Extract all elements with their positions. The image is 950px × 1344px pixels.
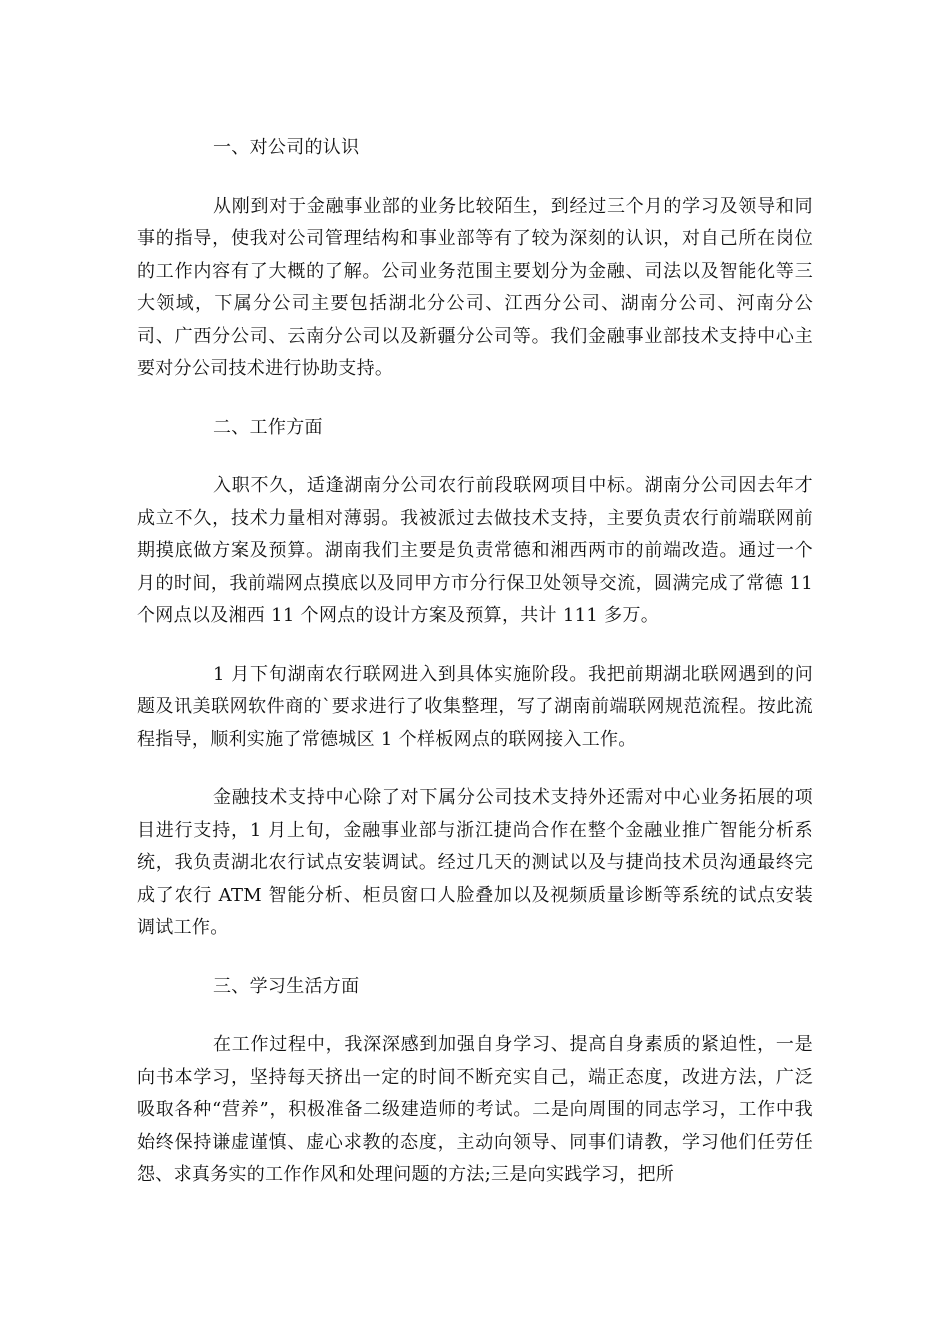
section-heading: 二、工作方面 — [213, 416, 323, 438]
paragraph: 从刚到对于金融事业部的业务比较陌生，到经过三个月的学习及领导和同事的指导，使我对公司管理结构和事业部等有了较为深刻的认识，对自己所在岗位的工作内容有了大概的了解。公司业务范围主要划分为金融、司法以及智能化等三大领域，下属分公司主要包括湖北分公司、江西分公司、湖南分公司、河南分公司、广西分公司、云南分公司以及新疆分公司等。我们金融事业部技术支持中心主要对分公司技术进行协助支持。 — [137, 195, 813, 379]
paragraph: 金融技术支持中心除了对下属分公司技术支持外还需对中心业务拓展的项目进行支持，1 月上旬，金融事业部与浙江捷尚合作在整个金融业推广智能分析系统，我负责湖北农行试点安装调试。经过几天的测试以及与捷尚技术员沟通最终完成了农行 ATM 智能分析、柜员窗口人脸叠加以及视频质量诊断等系统的试点安装调试工作。 — [137, 787, 813, 938]
section-heading: 三、学习生活方面 — [213, 975, 360, 997]
paragraph: 入职不久，适逢湖南分公司农行前段联网项目中标。湖南分公司因去年才成立不久，技术力量相对薄弱。我被派过去做技术支持，主要负责农行前端联网前期摸底做方案及预算。湖南我们主要是负责常德和湘西两市的前端改造。通过一个月的时间，我前端网点摸底以及同甲方市分行保卫处领导交流，圆满完成了常德 11 个网点以及湘西 11 个网点的设计方案及预算，共计 111 多万。 — [137, 475, 813, 626]
paragraph: 在工作过程中，我深深感到加强自身学习、提高自身素质的紧迫性，一是向书本学习，坚持每天挤出一定的时间不断充实自己，端正态度，改进方法，广泛吸取各种“营养”，积极准备二级建造师的考试。二是向周围的同志学习，工作中我始终保持谦虚谨慎、虚心求教的态度，主动向领导、同事们请教，学习他们任劳任怨、求真务实的工作作风和处理问题的方法;三是向实践学习，把所 — [137, 1034, 813, 1185]
paragraph: 1 月下旬湖南农行联网进入到具体实施阶段。我把前期湖北联网遇到的问题及讯美联网软件商的`要求进行了收集整理，写了湖南前端联网规范流程。按此流程指导，顺利实施了常德城区 1 个样板网点的联网接入工作。 — [137, 663, 813, 750]
section-heading: 一、对公司的认识 — [213, 137, 360, 158]
document-body — [137, 132, 813, 1192]
